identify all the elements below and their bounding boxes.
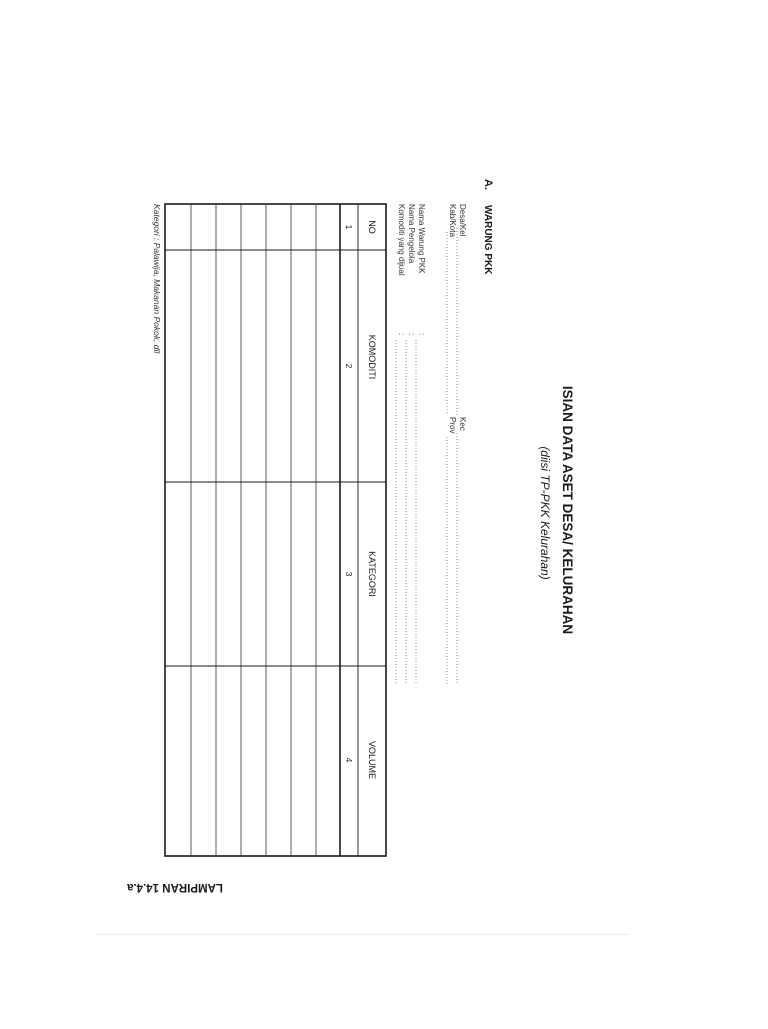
column-number-2: 2 bbox=[344, 363, 354, 369]
nama-warung-label: Nama Warung PKK bbox=[417, 204, 426, 274]
column-number-3: 3 bbox=[344, 571, 354, 577]
nama-pengelola-colon: : bbox=[407, 333, 416, 336]
komoditi-dijual-colon: : bbox=[397, 333, 406, 336]
section-letter: A. bbox=[482, 179, 494, 190]
form-title: ISIAN DATA ASET DESA/ KELURAHAN bbox=[560, 385, 575, 635]
column-number-4: 4 bbox=[344, 757, 354, 763]
column-header-no: NO bbox=[367, 220, 377, 234]
nama-warung-colon: : bbox=[417, 333, 426, 336]
form-subtitle: (diisi TP-PKK Kelurahan) bbox=[538, 446, 552, 580]
asset-table bbox=[165, 204, 386, 856]
page-bottom-divider bbox=[95, 934, 630, 935]
nama-pengelola-label: Nama Pengelola bbox=[407, 204, 416, 264]
section-heading: WARUNG PKK bbox=[482, 205, 493, 275]
kec-label: Kec bbox=[458, 417, 467, 431]
category-footnote: Kategori : Palawija, Makanan Pokok, dll bbox=[152, 204, 162, 354]
komoditi-dijual-label: Komoditi yang dijual bbox=[397, 204, 406, 276]
kab-kota-label: Kab/Kota bbox=[448, 204, 457, 237]
lampiran-label: LAMPIRAN 14.4.a bbox=[127, 881, 223, 893]
column-header-komoditi: KOMODITI bbox=[367, 334, 377, 380]
prov-label: Prov bbox=[448, 417, 457, 434]
column-header-kategori: KATEGORI bbox=[367, 551, 377, 597]
desa-kel-label: Desa/Kel bbox=[458, 204, 467, 237]
column-number-1: 1 bbox=[344, 224, 354, 230]
column-header-volume: VOLUME bbox=[367, 740, 377, 780]
